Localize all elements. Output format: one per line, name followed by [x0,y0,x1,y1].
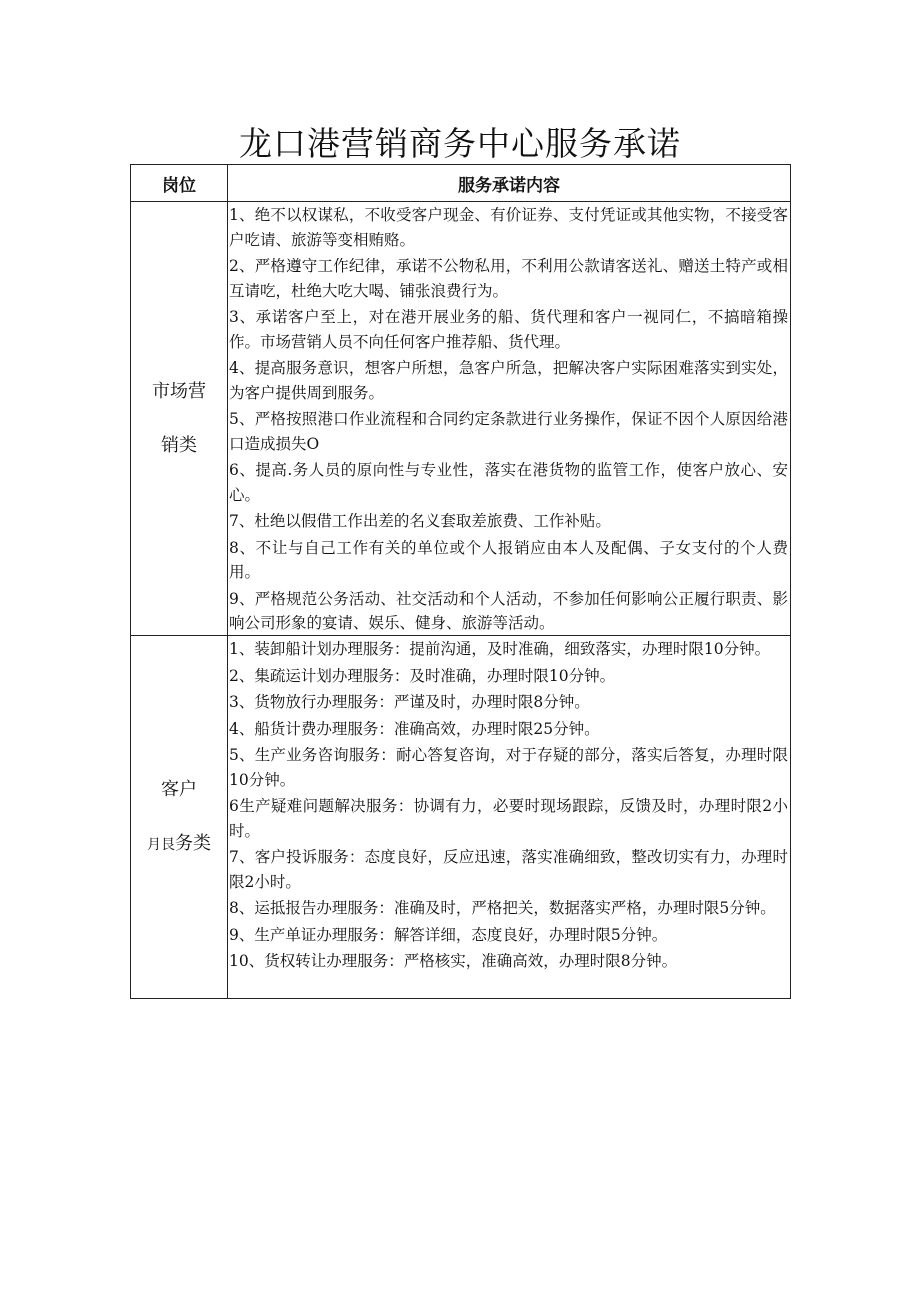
list-item: 2、集疏运计划办理服务：及时准确，办理时限10分钟。 [229,666,616,685]
table-row-marketing [131,202,791,636]
post-label-line2-main: 务类 [175,832,211,854]
post-label-line1: 市场营 [152,380,206,402]
post-cell-marketing [131,202,228,636]
post-label-line2 [131,817,227,872]
list-item: 4、提高服务意识，想客户所想，急客户所急，把解决客户实际困难落实到实处，为客户提供周到服务。 [229,359,788,402]
list-item: 7、杜绝以假借工作出差的名义套取差旅费、工作补贴。 [229,512,611,530]
list-item: 9、生产单证办理服务：解答详细，态度良好，办理时限5分钟。 [229,925,668,944]
list-item: 5、生产业务咨询服务：耐心答复咨询，对于存疑的部分，落实后答复，办理时限10分钟。 [229,746,788,789]
header-content: 服务承诺内容 [228,165,791,202]
post-label-line2: 销类 [161,434,197,456]
list-item: 6生产疑难问题解决服务：协调有力，必要时现场跟踪，反馈及时，办理时限2小时。 [229,797,788,840]
post-cell-customer-service [131,636,228,999]
list-item: 9、严格规范公务活动、社交活动和个人活动，不参加任何影响公正履行职责、影响公司形象的宴请、娱乐、健身、旅游等活动。 [229,589,788,632]
service-commitment-table [130,164,791,999]
list-item: 7、客户投诉服务：态度良好，反应迅速，落实准确细致，整改切实有力，办理时限2小时。 [229,848,788,891]
commitment-list-marketing [229,203,788,635]
list-item: 3、货物放行办理服务：严谨及时，办理时限8分钟。 [229,693,590,711]
post-label-line1: 客户 [161,778,197,800]
list-item: 4、船货计费办理服务：准确高效，办理时限25分钟。 [229,719,600,738]
list-item: 8、运抵报告办理服务：准确及时，严格把关，数据落实严格，办理时限5分钟。 [229,899,776,917]
commitment-list-customer-service [229,637,788,974]
content-cell-customer-service [228,636,791,999]
list-item: 3、承诺客户至上，对在港开展业务的船、货代理和客户一视同仁，不搞暗箱操作。市场营销人员不向任何客户推荐船、货代理。 [229,308,788,351]
table-row-customer-service [131,636,791,999]
table-header-row [131,165,791,202]
list-item: 1、绝不以权谋私，不收受客户现金、有价证券、支付凭证或其他实物，不接受客户吃请、旅游等变相贿赂。 [229,206,788,249]
header-post: 岗位 [131,165,228,202]
list-item: 1、装卸船计划办理服务：提前沟通，及时准确，细致落实，办理时限10分钟。 [229,640,771,658]
list-item: 2、严格遵守工作纪律，承诺不公物私用，不利用公款请客送礼、赠送土特产或相互请吃，杜绝大吃大喝、铺张浪费行为。 [229,257,788,300]
list-item: 5、严格按照港口作业流程和合同约定条款进行业务操作，保证不因个人原因给港口造成损失O [229,410,788,453]
document-title: 龙口港营销商务中心服务承诺 [239,124,681,163]
content-cell-marketing [228,202,791,636]
post-label-line2-small: 月艮 [147,836,175,853]
list-item: 10、货权转让办理服务：严格核实，准确高效，办理时限8分钟。 [229,952,678,970]
list-item: 6、提高.务人员的原向性与专业性，落实在港货物的监管工作，使客户放心、安心。 [229,461,788,504]
list-item: 8、不让与自己工作有关的单位或个人报销应由本人及配偶、子女支付的个人费用。 [229,538,788,581]
